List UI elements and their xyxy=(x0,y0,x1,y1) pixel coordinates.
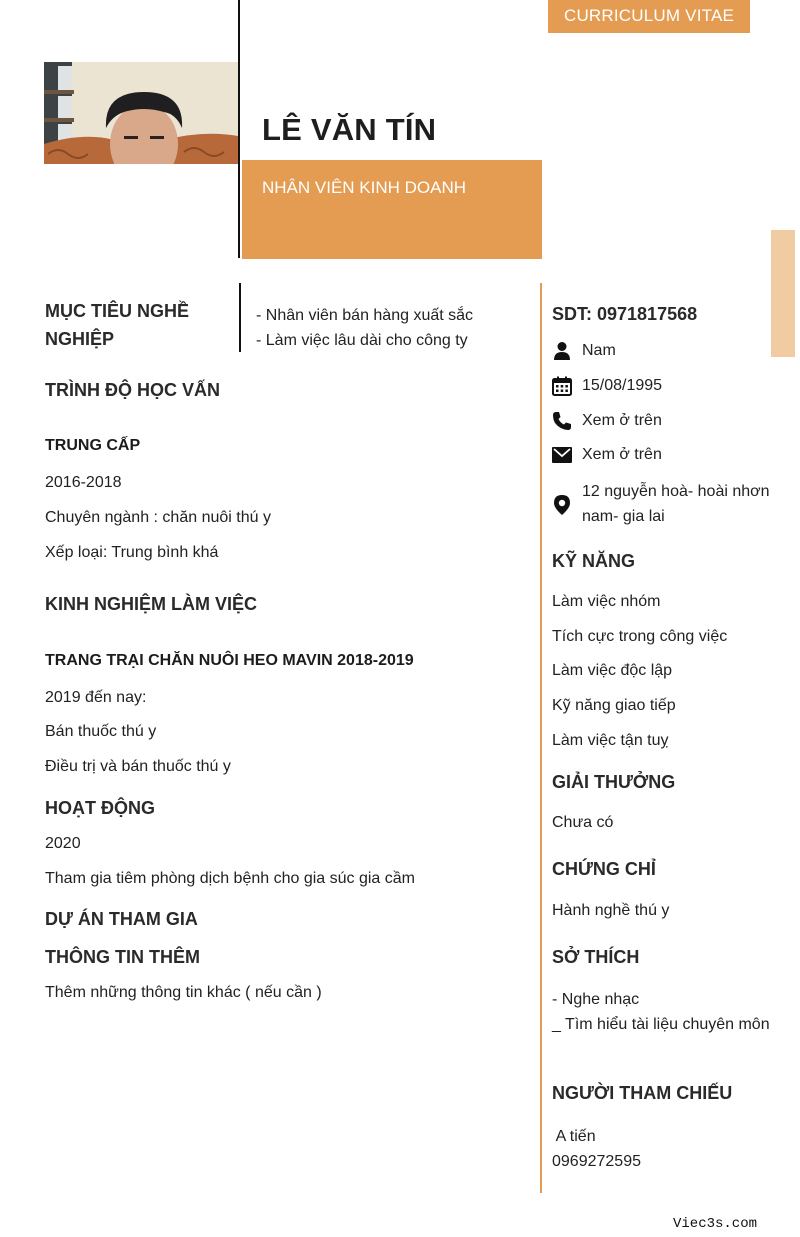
location-pin-icon xyxy=(552,494,572,514)
profile-photo xyxy=(44,62,238,164)
education-years: 2016-2018 xyxy=(45,474,122,491)
skills-heading: KỸ NĂNG xyxy=(552,551,636,571)
cv-tag: CURRICULUM VITAE xyxy=(548,0,750,33)
dob-row xyxy=(552,376,662,396)
job-title: NHÂN VIÊN KINH DOANH xyxy=(262,178,467,197)
objective-divider xyxy=(239,283,241,352)
hobby-item: - Nghe nhạc xyxy=(552,991,640,1008)
hobby-item: _ Tìm hiểu tài liệu chuyên môn xyxy=(552,1016,770,1033)
hobbies-heading: SỞ THÍCH xyxy=(552,947,640,967)
phone-icon xyxy=(552,411,572,431)
envelope-icon xyxy=(552,445,572,465)
tel-row xyxy=(552,411,662,431)
skill-item: Tích cực trong công việc xyxy=(552,628,728,645)
education-school: TRUNG CẤP xyxy=(45,437,141,454)
dob-value: 15/08/1995 xyxy=(582,377,663,394)
awards-heading: GIẢI THƯỞNG xyxy=(552,772,676,792)
gender-value: Nam xyxy=(582,342,616,359)
right-column-divider xyxy=(540,283,542,1193)
experience-line: 2019 đến nay: xyxy=(45,689,147,706)
address-value: 12 nguyễn hoà- hoài nhơn nam- gia lai xyxy=(582,483,770,525)
experience-line: Bán thuốc thú y xyxy=(45,723,157,740)
skill-item: Kỹ năng giao tiếp xyxy=(552,697,676,714)
tel-value: Xem ở trên xyxy=(582,412,662,429)
certificates-heading: CHỨNG CHỈ xyxy=(552,859,656,879)
additional-heading: THÔNG TIN THÊM xyxy=(45,947,200,967)
hobbies-list xyxy=(552,987,774,1037)
experience-heading: KINH NGHIỆM LÀM VIỆC xyxy=(45,594,258,614)
activities-year: 2020 xyxy=(45,835,81,852)
skill-item: Làm việc độc lập xyxy=(552,662,673,679)
candidate-name: LÊ VĂN TÍN xyxy=(262,112,437,147)
projects-heading: DỰ ÁN THAM GIA xyxy=(45,909,198,929)
experience-company: TRANG TRẠI CHĂN NUÔI HEO MAVIN 2018-2019 xyxy=(45,652,414,669)
portrait-image xyxy=(44,62,238,164)
activities-desc: Tham gia tiêm phòng dịch bệnh cho gia súc gia cầm xyxy=(45,870,415,887)
additional-text: Thêm những thông tin khác ( nếu cần ) xyxy=(45,984,322,1001)
experience-line: Điều trị và bán thuốc thú y xyxy=(45,758,231,775)
objective-line: - Nhân viên bán hàng xuất sắc xyxy=(256,307,474,324)
objective-content xyxy=(256,303,473,353)
reference-details xyxy=(552,1124,641,1174)
address-row xyxy=(552,479,772,529)
reference-name: A tiến xyxy=(552,1128,596,1145)
education-major: Chuyên ngành : chăn nuôi thú y xyxy=(45,509,271,526)
gender-row xyxy=(552,341,616,361)
certificates-text: Hành nghề thú y xyxy=(552,902,670,919)
calendar-icon xyxy=(552,376,572,396)
reference-phone: 0969272595 xyxy=(552,1153,641,1170)
education-heading: TRÌNH ĐỘ HỌC VẤN xyxy=(45,380,220,400)
decorative-strip xyxy=(771,230,795,357)
job-title-banner xyxy=(242,160,542,259)
email-row xyxy=(552,445,662,465)
references-heading: NGƯỜI THAM CHIẾU xyxy=(552,1083,733,1103)
objective-heading: MỤC TIÊU NGHỀ NGHIỆP xyxy=(45,301,189,349)
header-divider xyxy=(238,0,240,258)
activities-heading: HOẠT ĐỘNG xyxy=(45,798,155,818)
email-value: Xem ở trên xyxy=(582,446,662,463)
education-grade: Xếp loại: Trung bình khá xyxy=(45,544,219,561)
phone-number: SDT: 0971817568 xyxy=(552,304,698,324)
skill-item: Làm việc nhóm xyxy=(552,593,661,610)
skill-item: Làm việc tận tuỵ xyxy=(552,732,669,749)
person-icon xyxy=(552,341,572,361)
objective-line: - Làm việc lâu dài cho công ty xyxy=(256,332,468,349)
watermark: Viec3s.com xyxy=(673,1216,758,1232)
awards-text: Chưa có xyxy=(552,814,614,831)
